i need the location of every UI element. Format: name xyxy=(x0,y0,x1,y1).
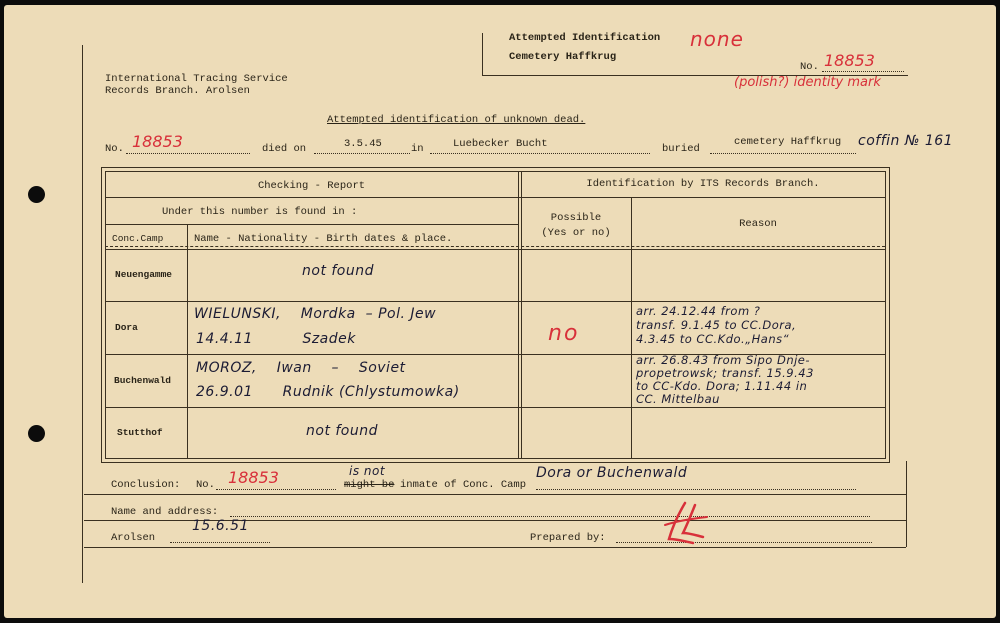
box-subtitle: Cemetery Haffkrug xyxy=(509,51,617,63)
footer-date-dots xyxy=(170,542,270,543)
row-2-reason: arr. 24.12.44 from ? transf. 9.1.45 to CC.Dora, 4.3.45 to CC.Kdo.„Hans“ xyxy=(636,304,797,346)
conclusion-label: Conclusion: xyxy=(111,479,181,491)
row-1-name: not found xyxy=(302,263,375,279)
header-no-value: 18853 xyxy=(824,51,875,70)
conclusion-is-not: is not xyxy=(349,464,386,478)
name-address-label: Name and address: xyxy=(111,506,219,518)
footer-date: 15.6.51 xyxy=(192,518,249,534)
footer-place: Arolsen xyxy=(111,532,156,544)
row-4-camp: Stutthof xyxy=(117,427,163,438)
identification-header: Identification by ITS Records Branch. xyxy=(586,178,820,190)
name-address-dots xyxy=(230,516,870,517)
conclusion-camp-dots xyxy=(536,489,856,490)
org-line-2: Records Branch. Arolsen xyxy=(105,85,250,97)
row-2-name-line-1: WIELUNSKI, Mordka – Pol. Jew xyxy=(194,306,437,322)
died-dots xyxy=(314,153,410,154)
left-margin-rule xyxy=(82,45,83,583)
conclusion-no-label: No. xyxy=(196,479,215,491)
buried-value: cemetery Haffkrug xyxy=(734,136,842,148)
row-rule-3 xyxy=(105,301,885,302)
punch-hole-top xyxy=(28,186,45,203)
bottom-right-rule xyxy=(906,461,907,547)
conclusion-camps: Dora or Buchenwald xyxy=(536,465,688,481)
record-no-dots xyxy=(126,153,250,154)
record-no-value: 18853 xyxy=(132,132,183,151)
row-2-possible: no xyxy=(548,321,580,346)
conclusion-might-be: might be xyxy=(344,479,395,491)
row-rule-2 xyxy=(105,224,518,225)
conclusion-no-value: 18853 xyxy=(228,468,279,487)
col-rule-main xyxy=(518,171,519,458)
under-number-label: Under this number is found in : xyxy=(162,206,358,218)
row-3-reason: arr. 26.8.43 from Sipo Dnje- propetrowsk; transf. 15.9.43 to CC-Kdo. Dora; 1.11.44 in CC. Mittelbau xyxy=(636,353,814,406)
row-2-name-line-2: 14.4.11 Szadek xyxy=(196,331,356,347)
row-rule-5 xyxy=(105,407,885,408)
row-3-name-line-1: MOROZ, Iwan – Soviet xyxy=(196,360,406,376)
col-possible-header: Possible (Yes or no) xyxy=(541,212,611,239)
box-title: Attempted Identification xyxy=(509,32,661,44)
conclusion-no-dots xyxy=(216,489,336,490)
coffin-note: coffin № 161 xyxy=(858,133,954,149)
in-dots xyxy=(430,153,650,154)
conclusion-rule xyxy=(84,494,906,495)
punch-hole-bottom xyxy=(28,425,45,442)
org-line-1: International Tracing Service xyxy=(105,73,288,85)
col-rule-possible xyxy=(631,197,632,458)
col-rule-camp xyxy=(187,224,188,458)
document-card xyxy=(4,5,996,618)
row-4-name: not found xyxy=(306,423,379,439)
in-value: Luebecker Bucht xyxy=(453,138,548,150)
prepared-by-label: Prepared by: xyxy=(530,532,606,544)
box-left-rule xyxy=(482,33,483,75)
document-title: Attempted identification of unknown dead. xyxy=(327,114,586,126)
row-3-camp: Buchenwald xyxy=(114,375,172,386)
header-rule xyxy=(105,249,885,250)
buried-label: buried xyxy=(662,143,700,155)
row-1-camp: Neuengamme xyxy=(115,269,173,280)
header-rule-dashed xyxy=(105,246,885,247)
checking-report-header: Checking - Report xyxy=(257,180,366,192)
in-label: in xyxy=(411,143,424,155)
signature-initials xyxy=(659,499,711,549)
died-value: 3.5.45 xyxy=(344,138,382,150)
box-handwritten-note: none xyxy=(690,27,744,51)
conclusion-inmate-text: inmate of Conc. Camp xyxy=(400,479,527,491)
died-label: died on xyxy=(262,143,307,155)
col-reason-header: Reason xyxy=(739,218,777,230)
row-3-name-line-2: 26.9.01 Rudnik (Chlystumowka) xyxy=(196,384,460,400)
header-no-label: No. xyxy=(800,61,819,73)
col-name-header: Name - Nationality - Birth dates & place. xyxy=(194,233,453,245)
prepared-by-dots xyxy=(616,542,872,543)
record-no-label: No. xyxy=(105,143,124,155)
identity-mark-note: (polish?) identity mark xyxy=(734,75,881,90)
row-2-camp: Dora xyxy=(115,322,138,333)
row-rule-1 xyxy=(105,197,885,198)
buried-dots xyxy=(710,153,856,154)
col-camp-header: Conc.Camp xyxy=(112,233,164,244)
header-no-dots xyxy=(822,71,904,72)
footer-rule xyxy=(84,547,906,548)
